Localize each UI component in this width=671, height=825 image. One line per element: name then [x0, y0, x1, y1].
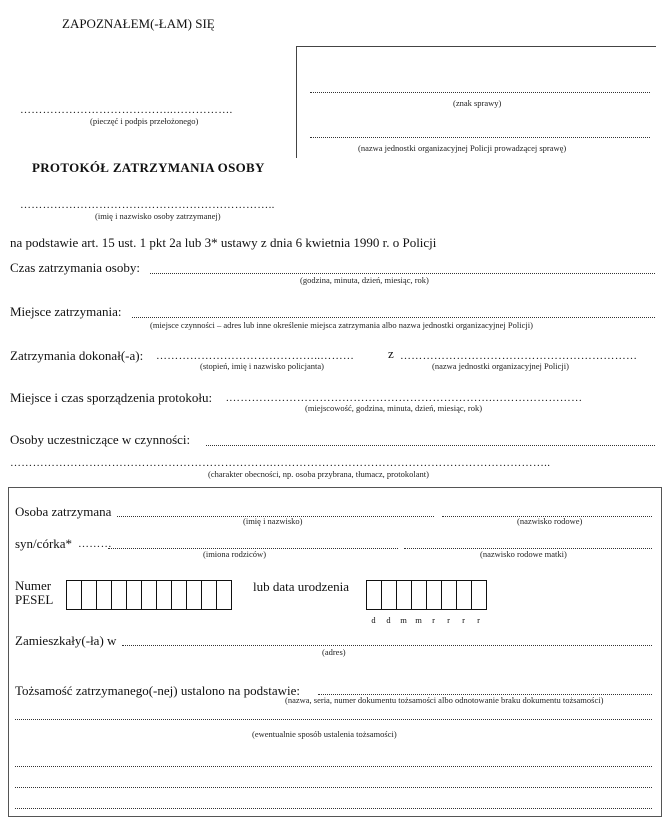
- dob-cell[interactable]: [457, 580, 472, 610]
- dob-letter: r: [462, 615, 465, 625]
- pesel-cell[interactable]: [127, 580, 142, 610]
- detained-dots: …………………………………………………………..: [20, 199, 275, 211]
- pesel-cell[interactable]: [97, 580, 112, 610]
- seal-dots: …………………………………..…………….: [20, 104, 233, 116]
- dob-letter: r: [477, 615, 480, 625]
- dob-format-letters: [366, 615, 486, 625]
- dob-label: lub data urodzenia: [253, 579, 350, 594]
- protocol-dots: .…………………………………………………………….……………………: [226, 392, 583, 404]
- protocol-label: Miejsce i czas sporządzenia protokołu:: [10, 390, 213, 405]
- address-caption: (adres): [322, 647, 346, 657]
- case-caption: (znak sprawy): [453, 98, 502, 108]
- identity-label: Tożsamość zatrzymanego(-nej) ustalono na podstawie:: [15, 683, 300, 698]
- header-divider-top: [296, 46, 656, 47]
- place-line[interactable]: [132, 317, 655, 318]
- officer-dots: ……………………………………..………: [156, 350, 355, 362]
- other-caption: (ewentualnie sposób ustalenia tożsamości): [252, 729, 397, 739]
- participants-line[interactable]: [206, 445, 655, 446]
- pesel-cell[interactable]: [142, 580, 157, 610]
- dob-grid[interactable]: [366, 580, 487, 610]
- pesel-cell[interactable]: [112, 580, 127, 610]
- dob-cell[interactable]: [397, 580, 412, 610]
- participants-caption: (charakter obecności, np. osoba przybrana, tłumacz, protokolant): [208, 469, 429, 479]
- notes-line[interactable]: [15, 808, 652, 809]
- address-line[interactable]: [122, 645, 652, 646]
- officer-caption: (stopień, imię i nazwisko policjanta): [200, 361, 324, 371]
- dob-cell[interactable]: [367, 580, 382, 610]
- pesel-label-1: Numer: [15, 578, 52, 593]
- time-label: Czas zatrzymania osoby:: [10, 260, 140, 275]
- detained-caption: (imię i nazwisko osoby zatrzymanej): [95, 211, 221, 221]
- dob-letter: m: [415, 615, 422, 625]
- pesel-cell[interactable]: [217, 580, 232, 610]
- pesel-cell[interactable]: [157, 580, 172, 610]
- participants-dots-2: …………………………………………………………….………………………………………………………………..: [10, 457, 551, 469]
- pesel-cell[interactable]: [82, 580, 97, 610]
- pesel-cell[interactable]: [202, 580, 217, 610]
- pesel-label-2: PESEL: [15, 592, 54, 607]
- pesel-label: [15, 579, 53, 607]
- place-label: Miejsce zatrzymania:: [10, 304, 122, 319]
- notes-line[interactable]: [15, 787, 652, 788]
- place-caption: (miejsce czynności – adres lub inne określenie miejsca zatrzymania albo nazwa jednostki organizacyjnej Policji): [150, 320, 533, 330]
- dob-cell[interactable]: [442, 580, 457, 610]
- time-caption: (godzina, minuta, dzień, miesiąc, rok): [300, 275, 429, 285]
- dob-cell[interactable]: [472, 580, 487, 610]
- unit-caption: (nazwa jednostki organizacyjnej Policji prowadzącej sprawę): [358, 143, 567, 153]
- family-caption: (nazwisko rodowe): [517, 516, 583, 526]
- identity-caption: (nazwa, seria, numer dokumentu tożsamości albo odnotowanie braku dokumentu tożsamości): [285, 695, 604, 705]
- header-divider-vertical: [296, 46, 297, 158]
- dob-letter: m: [400, 615, 407, 625]
- legal-basis: na podstawie art. 15 ust. 1 pkt 2a lub 3* ustawy z dnia 6 kwietnia 1990 r. o Policji: [10, 235, 437, 250]
- mother-caption: (nazwisko rodowe matki): [480, 549, 567, 559]
- notes-line[interactable]: [15, 766, 652, 767]
- time-line[interactable]: [150, 273, 655, 274]
- son-label: syn/córka*: [15, 536, 73, 551]
- page-title: PROTOKÓŁ ZATRZYMANIA OSOBY: [32, 160, 265, 175]
- seal-caption: (pieczęć i podpis przełożonego): [90, 116, 199, 126]
- pesel-grid[interactable]: [66, 580, 232, 610]
- dob-letter: d: [371, 615, 376, 625]
- unit-name-line[interactable]: [310, 137, 650, 138]
- identity-other-line[interactable]: [15, 719, 652, 720]
- detained-person-label: Osoba zatrzymana: [15, 504, 112, 519]
- officer-z: z: [388, 346, 394, 361]
- parents-caption: (imiona rodziców): [203, 549, 267, 559]
- dob-letter: r: [447, 615, 450, 625]
- dob-cell[interactable]: [382, 580, 397, 610]
- participants-label: Osoby uczestniczące w czynności:: [10, 432, 191, 447]
- officer-unit-dots: ………………………………………………………: [400, 350, 638, 362]
- son-dots: ………: [78, 538, 112, 550]
- protocol-caption: (miejscowość, godzina, minuta, dzień, miesiąc, rok): [305, 403, 483, 413]
- acknowledged-heading: ZAPOZNAŁEM(-ŁAM) SIĘ: [62, 16, 215, 31]
- case-number-line[interactable]: [310, 92, 650, 93]
- address-label: Zamieszkały(-ła) w: [15, 633, 117, 648]
- dob-cell[interactable]: [427, 580, 442, 610]
- dob-cell[interactable]: [412, 580, 427, 610]
- pesel-cell[interactable]: [67, 580, 82, 610]
- officer-unit-caption: (nazwa jednostki organizacyjnej Policji): [432, 361, 569, 371]
- pesel-cell[interactable]: [172, 580, 187, 610]
- pesel-cell[interactable]: [187, 580, 202, 610]
- name-caption: (imię i nazwisko): [243, 516, 303, 526]
- dob-letter: d: [386, 615, 391, 625]
- dob-letter: r: [432, 615, 435, 625]
- officer-label: Zatrzymania dokonał(-a):: [10, 348, 144, 363]
